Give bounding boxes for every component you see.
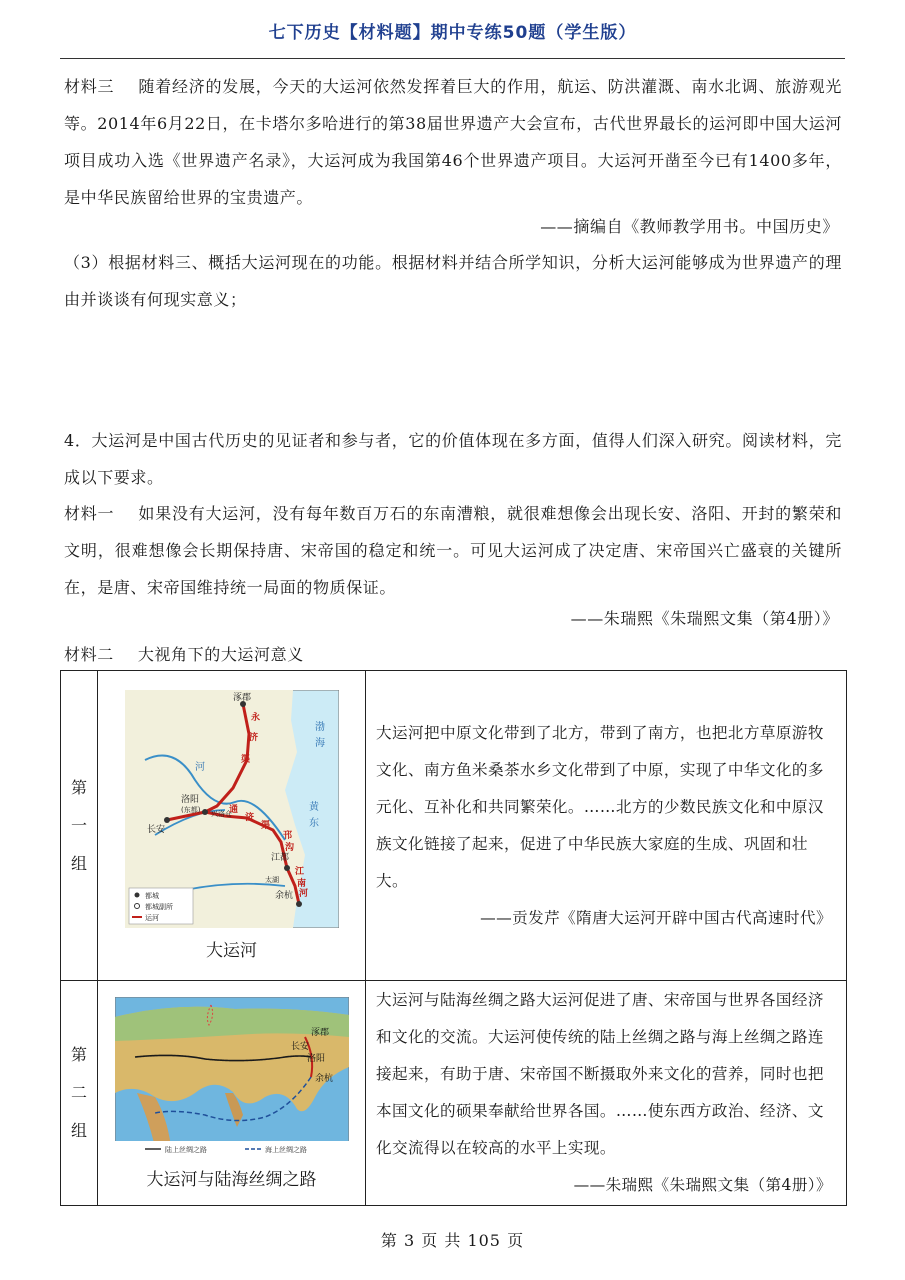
map-legend-sub-capital: 都城副所 xyxy=(144,903,173,911)
map-label-yuhang: 余杭 xyxy=(274,891,293,901)
group-two-label: 第 二 组 xyxy=(61,981,98,1206)
q4-material-one-text: 如果没有大运河，没有每年数百万石的东南漕粮，就很难想像会出现长安、洛阳、开封的繁荣和文明，很难想像会长期保持唐、宋帝国的稳定和统一。可见大运河成了决定唐、宋帝国兴亡盛衰的关键所在，是唐、宋帝国维持统一局面的物质保证。 xyxy=(64,504,843,597)
map-canal-char: 永 xyxy=(250,713,260,723)
header-divider xyxy=(60,58,845,59)
question-three: （3）根据材料三、概括大运河现在的功能。根据材料并结合所学知识，分析大运河能够成为世界遗产的理由并谈谈有何现实意义； xyxy=(64,253,842,309)
map-sea-label: 渤 xyxy=(314,722,325,733)
question-four-intro: 4．大运河是中国古代历史的见证者和参与者，它的价值体现在多方面，值得人们深入研究。阅读材料，完成以下要求。 xyxy=(64,431,842,487)
map-canal-char: 渠 xyxy=(240,755,250,765)
map-canal-char: 河 xyxy=(298,889,308,899)
map-label-dongdu: (东都) xyxy=(180,806,200,814)
silk-label-luoyang: 洛阳 xyxy=(306,1053,325,1064)
map-canal-char: 济 xyxy=(244,813,254,823)
group-one-text: 大运河把中原文化带到了北方，带到了南方，也把北方草原游牧文化、南方鱼米桑茶水乡文化带到了中原，实现了中华文化的多元化、互补化和共同繁荣化。……北方的少数民族文化和中原汉族文化链接了起来，促进了中华民族大家庭的生成、巩固和壮大。 xyxy=(376,723,824,890)
q4-material-two-title: 大视角下的大运河意义 xyxy=(137,645,304,664)
silk-legend-land: 陆上丝绸之路 xyxy=(164,1145,207,1154)
page-number: 第 3 页 共 105 页 xyxy=(380,1231,525,1250)
q4-material-one-source: ——朱瑞熙《朱瑞熙文集（第4册）》 xyxy=(570,609,839,628)
material-three-text: 随着经济的发展，今天的大运河依然发挥着巨大的作用，航运、防洪灌溉、南水北调、旅游观光等。2014年6月22日，在卡塔尔多哈进行的第38届世界遗产大会宣布，古代世界最长的运河即中国大运河项目成功入选《世界遗产名录》，大运河成为我国第46个世界遗产项目。大运河开凿至今已有1400多年，是中华民族留给世界的宝贵遗产。 xyxy=(64,77,843,207)
map-label-taihu: 太湖 xyxy=(264,876,279,884)
q4-material-two-label: 材料二 xyxy=(64,645,114,664)
group-one-label: 第 一 组 xyxy=(61,671,98,981)
group-one-text-cell xyxy=(366,671,847,981)
map-canal-char: 渠 xyxy=(260,821,270,831)
map-label-xinglu: 兴洛仓 xyxy=(210,810,232,818)
group-two-text: 大运河与陆海丝绸之路大运河促进了唐、宋帝国与世界各国经济和文化的交流。大运河使传统的陆上丝绸之路与海上丝绸之路连接起来，有助于唐、宋帝国不断摄取外来文化的营养，同时也把本国文化的硕果奉献给世界各国。……使东西方政治、经济、文化交流得以在较高的水平上实现。 xyxy=(376,991,824,1157)
material-three-label: 材料三 xyxy=(64,77,115,96)
map-sea-label: 黄 xyxy=(308,802,319,813)
q4-material-two-heading xyxy=(64,636,842,673)
group-two-source: ——朱瑞熙《朱瑞熙文集（第4册）》 xyxy=(573,1176,832,1194)
grand-canal-map xyxy=(125,690,339,928)
material-three-source: ——摘编自《教师教学用书。中国历史》 xyxy=(540,217,839,236)
table-row-group-one xyxy=(61,671,847,981)
map-label-changan: 长安 xyxy=(146,825,165,835)
map-canal-char: 南 xyxy=(296,879,306,889)
silk-label-changan: 长安 xyxy=(290,1041,309,1052)
silk-road-map-cell xyxy=(98,981,366,1206)
silk-label-yuhang: 余杭 xyxy=(314,1073,333,1084)
grand-canal-map-cell xyxy=(98,671,366,981)
map-label-luoyang: 洛阳 xyxy=(180,795,199,805)
q4-material-one xyxy=(64,495,842,606)
table-row-group-two xyxy=(61,981,847,1206)
map-canal-char: 济 xyxy=(248,733,258,743)
document-header-title: 七下历史【材料题】期中专练50题（学生版） xyxy=(268,23,637,43)
material-two-table xyxy=(60,670,847,1206)
material-three xyxy=(64,68,842,216)
group-two-text-cell xyxy=(366,981,847,1206)
map-sea-label: 东 xyxy=(308,818,319,829)
silk-label-zhuojun: 涿郡 xyxy=(310,1027,329,1038)
silk-road-map-caption: 大运河与陆海丝绸之路 xyxy=(146,1169,317,1190)
silk-road-map xyxy=(115,997,349,1157)
silk-legend-sea: 海上丝绸之路 xyxy=(264,1145,307,1154)
map-canal-char: 沟 xyxy=(284,843,294,853)
map-sea-label: 海 xyxy=(314,738,325,749)
q4-material-one-label: 材料一 xyxy=(64,504,115,523)
map-canal-char: 邗 xyxy=(282,831,292,841)
map-canal-char: 江 xyxy=(294,867,304,877)
map-river-label: 河 xyxy=(194,762,205,773)
map-label-jiangdu: 江都 xyxy=(270,853,289,863)
map-canal-char: 通 xyxy=(228,805,238,815)
map-legend-capital: 都城 xyxy=(144,892,159,900)
grand-canal-map-caption: 大运河 xyxy=(206,941,257,961)
map-legend-canal: 运河 xyxy=(144,914,159,922)
map-label-zhuojun: 涿郡 xyxy=(232,693,251,703)
group-one-source: ——贡发芹《隋唐大运河开辟中国古代高速时代》 xyxy=(480,908,832,927)
